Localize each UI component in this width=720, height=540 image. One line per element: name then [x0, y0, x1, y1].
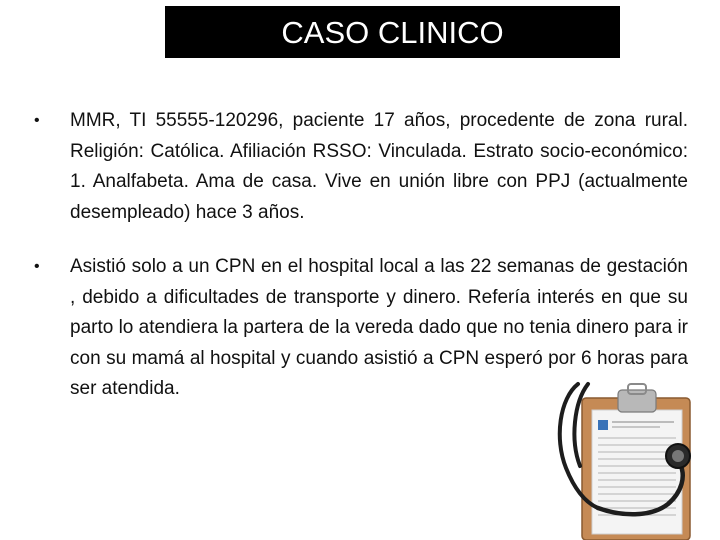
bullet-item [32, 106, 688, 228]
clipboard-stethoscope-icon [540, 378, 720, 540]
slide-title: CASO CLINICO [281, 15, 504, 50]
bullet-text: MMR, TI 55555-120296, paciente 17 años, procedente de zona rural. Religión: Católica. Afiliación RSSO: Vinculada. Estrato socio-económico: 1. Analfabeta. Ama de casa. Vive en unión libre con PPJ (actualmente desempleado) hace 3 años. [70, 110, 688, 223]
bullet-marker: • [34, 112, 40, 129]
bullet-marker: • [34, 258, 40, 275]
bullet-text: Asistió solo a un CPN en el hospital local a las 22 semanas de gestación , debido a dificultades de transporte y dinero. Refería interés en que su parto lo atendiera la partera de la vereda dado que no tenia dinero para ir con su mamá al hospital y cuando asistió a CPN esperó por 6 horas para ser atendida. [70, 256, 688, 399]
title-bar [165, 6, 620, 58]
